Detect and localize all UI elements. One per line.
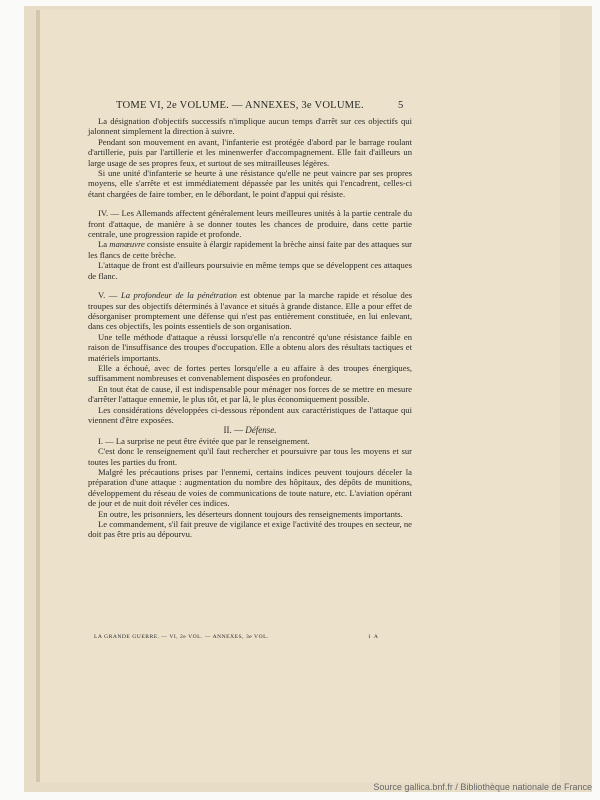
paragraph: Les considérations développées ci-dessous répondent aux caractéristiques de l'attaque qui viennent d'être exposées. [88,404,412,425]
body-text [88,116,412,540]
paragraph: L'attaque de front est d'ailleurs poursuivie en même temps que se développent ces attaques de flanc. [88,260,412,281]
running-header: TOME VI, 2e VOLUME. — ANNEXES, 3e VOLUME. [116,100,364,111]
paragraph: En outre, les prisonniers, les déserteurs donnent toujours des renseignements importants. [98,508,403,519]
paragraph: Une telle méthode d'attaque a réussi lorsqu'elle n'a rencontré qu'une résistance faible en raison de l'insuffisance des troupes d'occupation. Elle a obtenu alors des résultats tactiques et matériels importants. [88,331,412,363]
paragraph: Le commandement, s'il fait preuve de vigilance et exige l'activité des troupes en secteur, ne doit pas être pris au dépourvu. [88,519,412,540]
paragraph: Elle a échoué, avec de fortes pertes lorsqu'elle a eu affaire à des troupes énergiques, suffisamment nombreuses et convenablement disposées en profondeur. [88,362,412,384]
paragraph: La manœuvre consiste ensuite à élargir rapidement la brèche ainsi faite par des attaques sur les flancs de cette brèche. [88,239,412,260]
footer-mark: 1 A [368,634,379,640]
page-number: 5 [398,100,404,111]
footer-signature: LA GRANDE GUERRE. — VI, 2e VOL. — ANNEXES, 3e VOL. [94,634,269,640]
paragraph: Malgré les précautions prises par l'ennemi, certains indices peuvent toujours déceler la préparation d'une attaque : augmentation du nombre des hôpitaux, des dépôts de munitions, développement du réseau de voies de communications de toute nature, etc. L'aviation opérant de jour et de nuit doit révéler ces indices. [88,467,412,509]
paragraph: V. — La profondeur de la pénétration est obtenue par la marche rapide et résolue des troupes sur des objectifs déterminés à l'avance et situés à grande distance. Elle a pour effet de désorganiser promptement une défense qui n'est pas entièrement constituée, en lui enlevant, dans ces objectifs, les points essentiels de son organisation. [88,290,412,332]
paragraph: IV. — Les Allemands affectent généralement leurs meilleures unités à la partie centrale du front d'attaque, de manière à se donner toutes les chances de produire, dans cette partie centrale, une progression rapide et profonde. [88,208,412,240]
italic-term: manœuvre [109,239,145,250]
paragraph: I. — La surprise ne peut être évitée que par le renseignement. [98,435,310,446]
section-heading: II. — Défense. [223,425,277,436]
paragraph: C'est donc le renseignement qu'il faut rechercher et poursuivre par tous les moyens et sur toutes les parties du front. [88,446,412,467]
paragraph: La désignation d'objectifs successifs n'implique aucun temps d'arrêt sur ces objectifs qui jalonnent simplement la direction à suivre. [88,116,412,137]
italic-term: La profondeur de la pénétration [120,290,237,301]
paragraph: Pendant son mouvement en avant, l'infanterie est protégée d'abord par le barrage roulant d'artillerie, puis par l'artillerie et les minenwerfer d'accompagnement. Elle fait d'ailleurs un large usage de ses propres feux, et surtout de ses mitrailleuses légères. [88,136,412,168]
paragraph: En tout état de cause, il est indispensable pour ménager nos forces de se mettre en mesure d'arrêter l'attaque ennemie, le plus tôt, et par là, le plus économiquement possible. [88,383,412,405]
paragraph: Si une unité d'infanterie se heurte à une résistance qu'elle ne peut vaincre par ses propres moyens, elle s'arrête et est immédiatement dépassée par les unités qui l'encadrent, celles-ci étant chargées de faire tomber, en le débordant, le point d'appui qui résiste. [88,168,412,199]
source-credit: Source gallica.bnf.fr / Bibliothèque nationale de France [373,782,592,792]
